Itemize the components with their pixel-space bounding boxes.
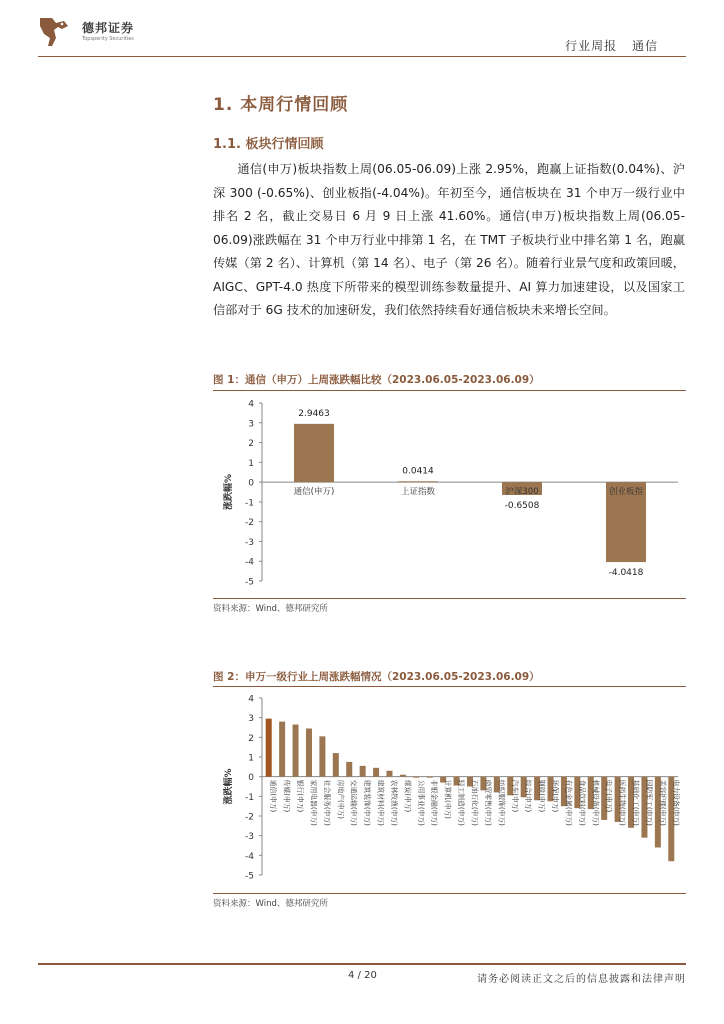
y-tick-label: 3 [248, 714, 254, 725]
data-label: -4.0418 [608, 568, 644, 579]
figure1-top-rule [213, 390, 686, 391]
y-axis-title: 涨跌幅% [224, 768, 234, 805]
company-logo [38, 14, 148, 50]
y-tick-label: 0 [248, 478, 254, 489]
header-divider [38, 56, 686, 57]
x-tick-label: 汽车(申万) [510, 779, 519, 813]
x-tick-label: 通信(申万) [293, 487, 335, 498]
x-tick-label: 公用事业(申万) [416, 779, 425, 826]
x-tick-label: 钢铁(申万) [537, 779, 546, 813]
x-tick-label: 房地产(申万) [336, 779, 345, 819]
company-logo-icon [38, 14, 70, 48]
bar [306, 728, 312, 776]
data-label: 2.9463 [298, 408, 330, 419]
bar [293, 725, 299, 777]
y-axis-title: 涨跌幅% [224, 473, 234, 511]
x-tick-label: 纺织服饰(申万) [497, 779, 506, 826]
y-tick-label: -2 [245, 812, 254, 823]
figure1-title: 图 1：通信（申万）上周涨跌幅比较（2023.06.05-2023.06.09） [213, 374, 540, 386]
figure2-title: 图 2：申万一级行业上周涨跌幅情况（2023.06.05-2023.06.09） [213, 671, 540, 683]
y-tick-label: 2 [248, 439, 254, 450]
x-tick-label: 综合(申万) [524, 779, 533, 813]
footer-divider [38, 963, 686, 965]
x-tick-label: 沪深300 [505, 487, 539, 498]
y-tick-label: 3 [248, 419, 254, 430]
bar [279, 722, 285, 777]
y-tick-label: 1 [248, 753, 254, 764]
bar [333, 753, 339, 777]
bar [398, 481, 438, 482]
x-tick-label: 计算机(申万) [443, 779, 452, 819]
x-tick-label: 基础化工(申万) [631, 779, 640, 826]
y-tick-label: -3 [245, 832, 254, 843]
figure2-source: 资料来源：Wind、德邦研究所 [213, 899, 328, 909]
section-paragraph: 通信(申万)板块指数上周(06.05-06.09)上涨 2.95%，跑赢上证指数(0.04%)、沪深 300 (-0.65%)、创业板指(-4.04%)。年初至今，通信板块在 31 个申万一级行业中排名 2 名，截止交易日 6 月 9 日上涨 41.60%。通信(申万)板块指数上周(06.05-06.09)涨跌幅在 31 个申万行业中排第 1 名，在 TMT 子板块行业中排名第 1 名，跑赢传媒（第 2 名）、计算机（第 14 名）、电子（第 26 名）。随着行业景气度和政策回暖，AIGC、GPT-4.0 热度下所带来的模型训练参数量提升、AI 算力加速建设，以及国家工信部对于 6G 技术的加速研发，我们依然持续看好通信板块未来增长空间。 [213, 162, 685, 317]
report-sector: 通信 [631, 39, 658, 53]
y-tick-label: -4 [245, 557, 254, 568]
x-tick-label: 电子(申万) [604, 779, 613, 813]
data-label: 0.0414 [402, 466, 434, 477]
data-label: -0.6508 [504, 500, 540, 511]
x-tick-label: 银行(申万) [296, 779, 305, 813]
x-tick-label: 创业板指 [608, 487, 644, 498]
figure1-bottom-rule [213, 598, 686, 599]
x-tick-label: 电力设备(申万) [671, 779, 680, 826]
figure2-bottom-rule [213, 893, 686, 894]
figure2-chart [213, 688, 686, 893]
section-subtitle: 1.1. 板块行情回顾 [213, 137, 324, 152]
x-tick-label: 石油石化(申万) [470, 779, 479, 826]
x-tick-label: 农林牧渔(申万) [389, 779, 398, 826]
logo-name: 德邦证券 [82, 21, 135, 35]
x-tick-label: 美容护理(申万) [658, 779, 667, 826]
bar [294, 424, 334, 482]
bar [400, 775, 406, 777]
y-tick-label: 4 [248, 399, 254, 410]
x-tick-label: 轻工制造(申万) [457, 779, 466, 826]
bar [266, 719, 272, 777]
x-tick-label: 社会服务(申万) [322, 779, 331, 826]
bar [413, 777, 419, 778]
y-tick-label: -3 [245, 537, 254, 548]
x-tick-label: 医药生物(申万) [618, 779, 627, 826]
bar [319, 736, 325, 776]
y-tick-label: -5 [245, 577, 254, 588]
x-tick-label: 通信(申万) [269, 779, 278, 813]
x-tick-label: 商贸零售(申万) [483, 779, 492, 826]
y-tick-label: 1 [248, 458, 254, 469]
y-tick-label: 4 [248, 694, 254, 705]
y-tick-label: -1 [245, 498, 254, 509]
page-number: 4 / 20 [348, 970, 377, 981]
header-meta [565, 37, 658, 54]
section-title: 1. 本周行情回顾 [213, 95, 349, 115]
figure1-source: 资料来源：Wind、德邦研究所 [213, 604, 328, 614]
x-tick-label: 国防军工(申万) [644, 779, 653, 826]
x-tick-label: 机械设备(申万) [591, 779, 600, 826]
figure1-chart [213, 392, 686, 598]
y-tick-label: 2 [248, 733, 254, 744]
x-tick-label: 上证指数 [400, 487, 436, 498]
figure2-top-rule [213, 686, 686, 687]
bar [386, 771, 392, 777]
bar [427, 777, 433, 778]
x-tick-label: 环保(申万) [551, 779, 560, 813]
y-tick-label: -5 [245, 871, 254, 882]
x-tick-label: 煤炭(申万) [403, 779, 412, 813]
x-tick-label: 交通运输(申万) [349, 779, 358, 826]
logo-subtitle: Topsperity Securities [82, 36, 134, 42]
x-tick-label: 建筑装饰(申万) [363, 779, 372, 826]
y-tick-label: -4 [245, 851, 254, 862]
x-tick-label: 建筑材料(申万) [376, 779, 385, 826]
bar [346, 762, 352, 777]
x-tick-label: 食品饮料(申万) [577, 779, 586, 826]
bar [373, 768, 379, 777]
report-type: 行业周报 [565, 39, 618, 53]
y-tick-label: -2 [245, 518, 254, 529]
y-tick-label: -1 [245, 792, 254, 803]
bar [360, 766, 366, 777]
x-tick-label: 有色金属(申万) [564, 779, 573, 826]
footer-disclaimer: 请务必阅读正文之后的信息披露和法律声明 [477, 974, 686, 985]
x-tick-label: 传媒(申万) [282, 779, 291, 813]
y-tick-label: 0 [248, 773, 254, 784]
x-tick-label: 家用电器(申万) [309, 779, 318, 826]
x-tick-label: 非银金融(申万) [430, 779, 439, 826]
